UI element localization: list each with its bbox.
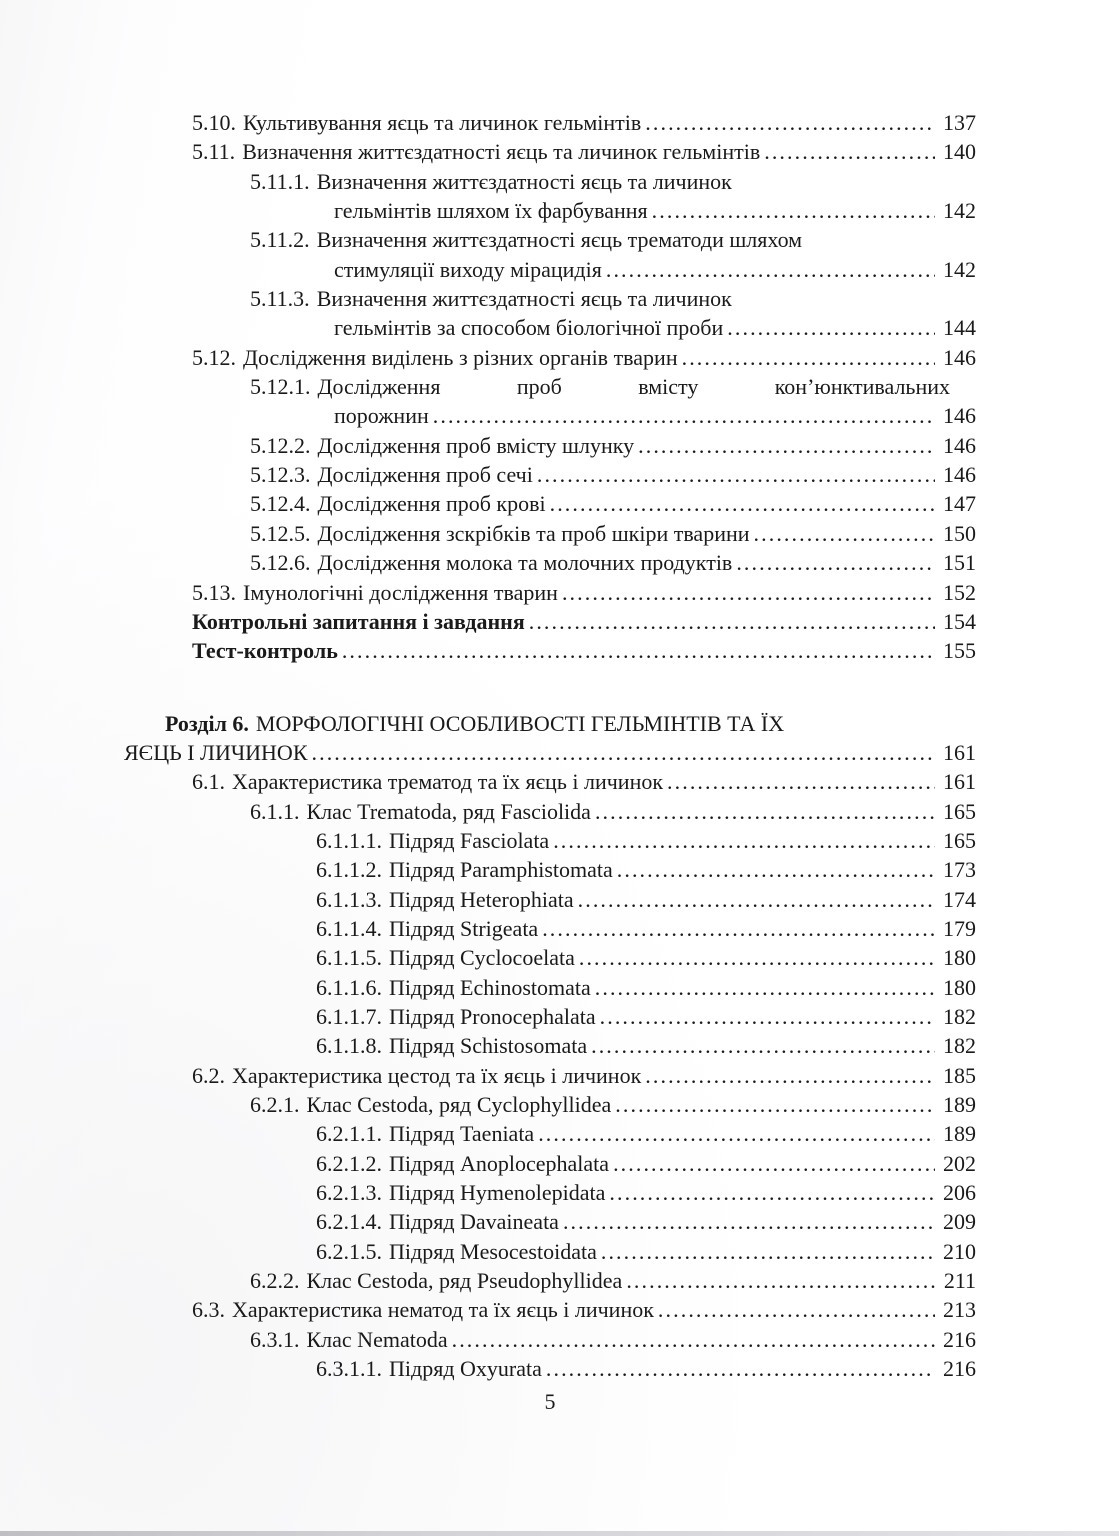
entry-number: 5.12.2.: [250, 432, 311, 458]
dot-leader: [537, 460, 935, 489]
toc-entry-line: [124, 738, 976, 767]
toc-entry-line: [124, 1354, 976, 1383]
entry-title: Підряд Paramphistomata: [389, 857, 613, 883]
toc-entry-line: [124, 225, 976, 254]
toc-entry-line: [124, 1266, 976, 1295]
entry-number: 6.1.: [192, 769, 225, 795]
toc-entry-line: [124, 313, 976, 342]
entry-number: 6.1.1.1.: [316, 827, 382, 853]
entry-title: Визначення життєздатності яєць та личинок гельмінтів: [242, 139, 761, 165]
entry-title: Характеристика трематод та їх яєць і личинок: [232, 769, 664, 795]
entry-title: Підряд Anoplocephalata: [389, 1150, 610, 1176]
entry-page-number: 152: [943, 579, 976, 605]
entry-page-number: 180: [943, 974, 976, 1000]
entry-title: Дослідження проб вмісту шлунку: [317, 432, 635, 458]
dot-leader: [645, 1061, 935, 1090]
entry-title: Характеристика цестод та їх яєць і личинок: [232, 1062, 642, 1088]
dot-leader: [727, 313, 935, 342]
toc-entry-line: [124, 489, 976, 518]
toc-entry: [124, 167, 976, 226]
toc-entry-line: [124, 255, 976, 284]
toc-entry-line: [124, 1149, 976, 1178]
entry-title: Дослідження зскрібків та проб шкіри тварини: [317, 520, 750, 546]
entry-number: 6.2.1.5.: [316, 1238, 382, 1264]
toc-entry-line: [124, 1325, 976, 1354]
entry-title: Підряд Schistosomata: [389, 1033, 588, 1059]
page-bottom-edge: [0, 1531, 1119, 1536]
entry-number: 6.1.1.4.: [316, 915, 382, 941]
entry-page-number: 179: [943, 915, 976, 941]
dot-leader: [609, 1178, 935, 1207]
toc-entry: [124, 1061, 976, 1090]
entry-page-number: 161: [943, 769, 976, 795]
entry-title: Клас Cestoda, ряд Pseudophyllidea: [306, 1268, 623, 1294]
toc-entry-line: [124, 973, 976, 1002]
toc-entry-line: [124, 1295, 976, 1324]
toc-entry-line: [124, 855, 976, 884]
entry-number: 6.2.1.3.: [316, 1180, 382, 1206]
toc-entry: [124, 797, 976, 826]
entry-page-number: 146: [943, 432, 976, 458]
entry-number: 6.3.1.: [250, 1326, 300, 1352]
toc-entry-line: [124, 578, 976, 607]
entry-title: Дослідження проб сечі: [317, 462, 533, 488]
toc-entry: [124, 225, 976, 284]
entry-number: 6.2.1.1.: [316, 1121, 382, 1147]
entry-title: Підряд Mesocestoidata: [389, 1238, 597, 1264]
dot-leader: [638, 431, 935, 460]
toc-entry: [124, 1119, 976, 1148]
entry-number: 6.1.1.5.: [316, 945, 382, 971]
entry-title: Дослідження виділень з різних органів тварин: [243, 344, 678, 370]
dot-leader: [613, 1149, 935, 1178]
toc-entry: [124, 1002, 976, 1031]
dot-leader: [542, 914, 935, 943]
entry-page-number: 189: [943, 1121, 976, 1147]
dot-leader: [764, 137, 935, 166]
entry-title: гельмінтів за способом біологічної проби: [334, 315, 724, 341]
dot-leader: [562, 578, 935, 607]
toc-entry: [124, 1325, 976, 1354]
dot-leader: [595, 797, 935, 826]
toc-entry: [124, 519, 976, 548]
toc-entry-line: [124, 1090, 976, 1119]
toc-entry: [124, 826, 976, 855]
toc-entry: [124, 1354, 976, 1383]
entry-page-number: 144: [943, 315, 976, 341]
entry-page-number: 146: [943, 403, 976, 429]
toc-entry: [124, 607, 976, 636]
entry-number: 6.3.1.1.: [316, 1356, 382, 1382]
entry-number: 5.12.3.: [250, 462, 311, 488]
entry-number: 6.1.1.: [250, 798, 300, 824]
dot-leader: [595, 973, 935, 1002]
entry-page-number: 185: [943, 1062, 976, 1088]
toc-entry-line: [124, 709, 976, 738]
toc-entry: [124, 460, 976, 489]
entry-title: Культивування яєць та личинок гельмінтів: [243, 110, 642, 135]
entry-title: ЯЄЦЬ І ЛИЧИНОК: [124, 739, 308, 765]
entry-page-number: 209: [943, 1209, 976, 1235]
entry-page-number: 146: [943, 344, 976, 370]
dot-leader: [606, 255, 935, 284]
dot-leader: [652, 196, 935, 225]
dot-leader: [553, 826, 935, 855]
toc-entry: [124, 1237, 976, 1266]
entry-number: 5.13.: [192, 579, 236, 605]
toc-entry-line: [124, 460, 976, 489]
entry-title: Підряд Cyclocoelata: [389, 945, 575, 971]
dot-leader: [667, 767, 935, 796]
entry-number: 6.3.: [192, 1297, 225, 1323]
entry-title: Підряд Echinostomata: [389, 974, 591, 1000]
entry-number: 6.2.2.: [250, 1268, 300, 1294]
entry-title: Визначення життєздатності яєць трематоди шляхом: [316, 227, 803, 253]
entry-page-number: 150: [943, 520, 976, 546]
toc-entry-line: [124, 548, 976, 577]
entry-title: Дослідження молока та молочних продуктів: [317, 550, 733, 576]
entry-title: Підряд Davaineata: [389, 1209, 559, 1235]
entry-title: порожнин: [334, 403, 429, 429]
entry-page-number: 151: [943, 550, 976, 576]
entry-page-number: 142: [943, 256, 976, 282]
entry-number: 5.11.: [192, 139, 236, 165]
toc-entry-line: [124, 914, 976, 943]
toc-entry-line: [124, 1119, 976, 1148]
entry-title: Контрольні запитання і завдання: [192, 608, 525, 634]
toc-entry-line: [124, 636, 976, 665]
entry-title: Підряд Taeniata: [389, 1121, 535, 1147]
entry-number: 6.1.1.7.: [316, 1003, 382, 1029]
dot-leader: [645, 108, 935, 137]
toc-entry-line: [124, 431, 976, 460]
toc-entry: [124, 548, 976, 577]
entry-title: Клас Trematoda, ряд Fasciolida: [306, 798, 591, 824]
entry-title: Клас Cestoda, ряд Cyclophyllidea: [306, 1092, 612, 1117]
toc-entry: [124, 1090, 976, 1119]
toc-entry: [124, 137, 976, 166]
toc-entry-line: [124, 607, 976, 636]
entry-page-number: 189: [943, 1092, 976, 1117]
toc-entry-line: [124, 826, 976, 855]
entry-number: 5.11.2.: [250, 227, 310, 253]
entry-title: Підряд Strigeata: [389, 915, 539, 941]
entry-title: Підряд Heterophiata: [389, 886, 574, 912]
entry-page-number: 161: [943, 739, 976, 765]
dot-leader: [615, 1090, 935, 1119]
entry-page-number: 154: [943, 608, 976, 634]
toc-entry: [124, 1207, 976, 1236]
entry-page-number: 146: [943, 462, 976, 488]
entry-number: 5.10.: [192, 110, 236, 135]
entry-title: Характеристика нематод та їх яєць і личинок: [232, 1297, 654, 1323]
entry-page-number: 216: [943, 1326, 976, 1352]
entry-number: 6.2.: [192, 1062, 225, 1088]
toc-entry: [124, 855, 976, 884]
entry-number: 6.1.1.3.: [316, 886, 382, 912]
entry-title: МОРФОЛОГІЧНІ ОСОБЛИВОСТІ ГЕЛЬМІНТІВ ТА ЇХ: [255, 710, 785, 736]
toc-entry-line: [124, 1061, 976, 1090]
dot-leader: [682, 343, 935, 372]
entry-number: 6.1.1.8.: [316, 1033, 382, 1059]
entry-title: Дослідження проб крові: [317, 491, 546, 517]
toc-entry: [124, 108, 976, 137]
entry-number: 5.12.5.: [250, 520, 311, 546]
toc-entry: [124, 1266, 976, 1295]
entry-page-number: 182: [943, 1003, 976, 1029]
entry-number: 5.12.6.: [250, 550, 311, 576]
table-of-contents: [124, 108, 976, 1383]
entry-number: 6.1.1.2.: [316, 857, 382, 883]
entry-page-number: 147: [943, 491, 976, 517]
toc-entry-line: [124, 108, 976, 137]
entry-title: Підряд Fasciolata: [389, 827, 550, 853]
toc-entry-line: [124, 767, 976, 796]
toc-entry-line: [124, 1031, 976, 1060]
dot-leader: [342, 636, 935, 665]
entry-page-number: 173: [943, 857, 976, 883]
entry-title: Визначення життєздатності яєць та личинок: [316, 168, 732, 194]
entry-number: 6.2.1.2.: [316, 1150, 382, 1176]
entry-page-number: 174: [943, 886, 976, 912]
toc-entry: [124, 709, 976, 768]
entry-title: Визначення життєздатності яєць та личинок: [316, 286, 732, 312]
entry-page-number: 213: [943, 1297, 976, 1323]
dot-leader: [312, 738, 936, 767]
page-footer: [124, 1387, 976, 1416]
entry-page-number: 165: [943, 798, 976, 824]
toc-entry-line: [124, 284, 976, 313]
entry-page-number: 140: [943, 139, 976, 165]
toc-entry-line: [124, 1002, 976, 1031]
dot-leader: [579, 943, 935, 972]
toc-entry: [124, 431, 976, 460]
toc-entry: [124, 914, 976, 943]
dot-leader: [658, 1295, 935, 1324]
entry-title: Тест-контроль: [192, 638, 338, 664]
entry-page-number: 180: [943, 945, 976, 971]
dot-leader: [600, 1002, 935, 1031]
dot-leader: [546, 1354, 935, 1383]
toc-entry: [124, 489, 976, 518]
entry-title: Підряд Oxyurata: [389, 1356, 542, 1382]
entry-title: Клас Nematoda: [306, 1326, 448, 1352]
toc-entry: [124, 343, 976, 372]
entry-page-number: 206: [943, 1180, 976, 1206]
entry-number: 5.11.1.: [250, 168, 310, 194]
entry-page-number: 216: [943, 1356, 976, 1382]
toc-entry-line: [124, 343, 976, 372]
dot-leader: [736, 548, 935, 577]
dot-leader: [529, 607, 935, 636]
toc-entry: [124, 767, 976, 796]
dot-leader: [563, 1207, 935, 1236]
toc-entry: [124, 1295, 976, 1324]
toc-entry-line: [124, 1207, 976, 1236]
toc-entry: [124, 973, 976, 1002]
entry-number: 6.2.1.4.: [316, 1209, 382, 1235]
entry-page-number: 142: [943, 198, 976, 224]
dot-leader: [601, 1237, 935, 1266]
dot-leader: [754, 519, 935, 548]
entry-title: Дослідження проб вмісту кон’юнктивальних: [317, 374, 950, 400]
entry-number: 5.12.: [192, 344, 236, 370]
toc-entry-line: [124, 196, 976, 225]
entry-title: Імунологічні дослідження тварин: [243, 579, 558, 605]
toc-entry: [124, 1178, 976, 1207]
entry-number: 6.2.1.: [250, 1092, 300, 1117]
toc-entry: [124, 1149, 976, 1178]
dot-leader: [538, 1119, 935, 1148]
toc-entry: [124, 284, 976, 343]
entry-page-number: 165: [943, 827, 976, 853]
dot-leader: [578, 885, 935, 914]
entry-page-number: 155: [943, 638, 976, 664]
entry-title: стимуляції виходу мірацидія: [334, 256, 602, 282]
toc-entry: [124, 1031, 976, 1060]
toc-entry-line: [124, 167, 976, 196]
entry-page-number: 211: [943, 1268, 976, 1294]
entry-page-number: 202: [943, 1150, 976, 1176]
toc-entry: [124, 943, 976, 972]
entry-title: Підряд Hymenolepidata: [389, 1180, 606, 1206]
dot-leader: [550, 489, 935, 518]
entry-number: 5.12.4.: [250, 491, 311, 517]
page-number: 5: [544, 1389, 556, 1415]
toc-entry-line: [124, 519, 976, 548]
entry-number: Розділ 6.: [165, 710, 249, 736]
dot-leader: [452, 1325, 935, 1354]
toc-entry: [124, 578, 976, 607]
entry-number: 5.11.3.: [250, 286, 310, 312]
toc-entry: [124, 372, 976, 431]
dot-leader: [591, 1031, 935, 1060]
toc-entry-line: [124, 797, 976, 826]
toc-entry-line: [124, 372, 976, 401]
entry-title: Підряд Pronocephalata: [389, 1003, 596, 1029]
toc-entry-line: [124, 1178, 976, 1207]
dot-leader: [617, 855, 935, 884]
toc-entry-line: [124, 885, 976, 914]
entry-number: 6.1.1.6.: [316, 974, 382, 1000]
entry-page-number: 182: [943, 1033, 976, 1059]
dot-leader: [433, 401, 935, 430]
toc-entry-line: [124, 1237, 976, 1266]
toc-entry-line: [124, 401, 976, 430]
entry-number: 5.12.1.: [250, 374, 311, 400]
dot-leader: [626, 1266, 936, 1295]
toc-entry-line: [124, 137, 976, 166]
toc-entry: [124, 636, 976, 665]
toc-entry-line: [124, 943, 976, 972]
entry-page-number: 137: [943, 110, 976, 135]
entry-title: гельмінтів шляхом їх фарбування: [334, 198, 648, 224]
toc-entry: [124, 885, 976, 914]
entry-page-number: 210: [943, 1238, 976, 1264]
